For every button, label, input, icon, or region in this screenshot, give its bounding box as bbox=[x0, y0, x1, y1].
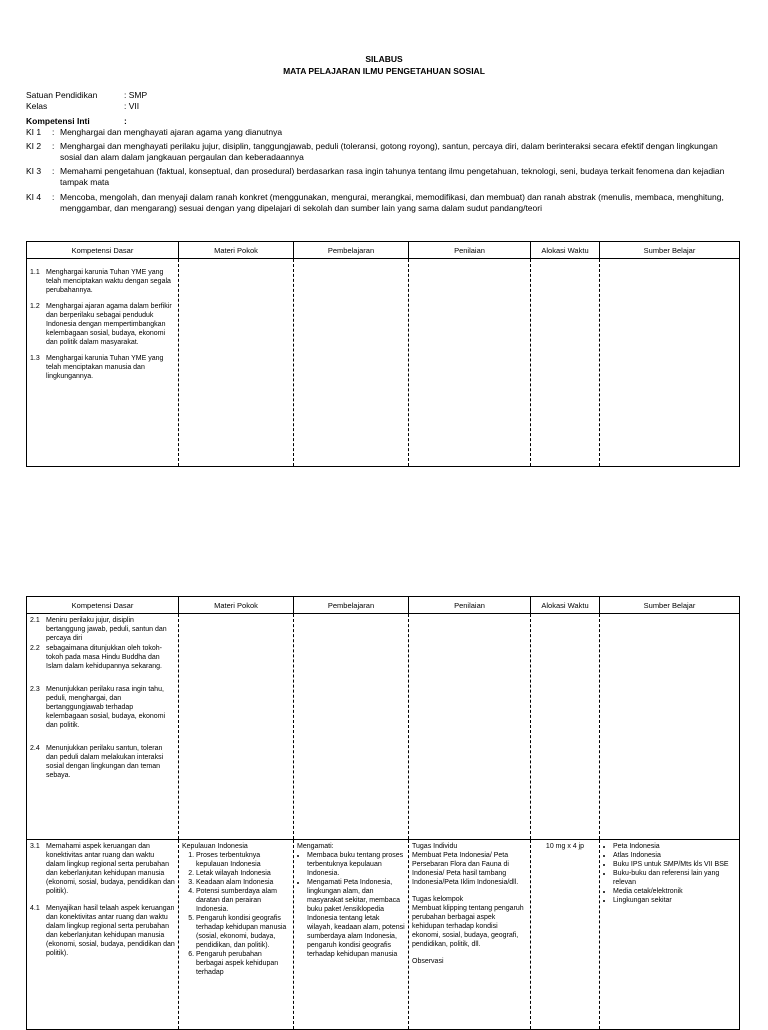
header-pembelajaran: Pembelajaran bbox=[294, 597, 409, 614]
ki-text: Memahami pengetahuan (faktual, konseptual, dan prosedural) berdasarkan rasa ingin tahunya tentang ilmu pengetahuan, teknologi, seni, budaya terkait fenomena dan kejadian tampak mata bbox=[60, 166, 725, 187]
ki-number: KI 2 bbox=[26, 141, 42, 151]
materi-cell bbox=[179, 614, 294, 840]
table-header-row bbox=[27, 242, 740, 259]
kd-number: 1.1 bbox=[30, 269, 40, 276]
header-penilaian: Penilaian bbox=[409, 597, 531, 614]
penilaian-cell bbox=[409, 840, 531, 1030]
kd-number: 2.1 bbox=[30, 617, 40, 624]
kd-number: 3.1 bbox=[30, 843, 40, 850]
ki-heading bbox=[26, 116, 127, 126]
list-item: 2. Letak wilayah Indonesia bbox=[196, 869, 290, 878]
kd-item bbox=[30, 744, 175, 780]
info-kelas bbox=[26, 101, 139, 111]
info-satuan bbox=[26, 90, 147, 100]
sumber-cell bbox=[600, 259, 740, 467]
table-row bbox=[27, 259, 740, 467]
kd-text: Meniru perilaku jujur, disiplin bertanggung jawab, peduli, santun dan percaya diri bbox=[46, 617, 167, 642]
kd-item bbox=[30, 644, 175, 671]
table-row bbox=[27, 614, 740, 840]
kd-item bbox=[30, 616, 175, 643]
ki-text: Menghargai dan menghayati ajaran agama yang dianutnya bbox=[60, 127, 283, 137]
header-alokasi-waktu: Alokasi Waktu bbox=[531, 242, 600, 259]
kd-number: 1.3 bbox=[30, 355, 40, 362]
header-penilaian: Penilaian bbox=[409, 242, 531, 259]
kd-text: Menghargai karunia Tuhan YME yang telah menciptakan manusia dan lingkungannya. bbox=[46, 355, 164, 380]
list-item: 1. Proses terbentuknya kepulauan Indonesia bbox=[196, 851, 290, 869]
alokasi-cell bbox=[531, 614, 600, 840]
kd-item bbox=[30, 904, 175, 958]
ki-text: Menghargai dan menghayati perilaku jujur, disiplin, tanggungjawab, peduli (toleransi, gotong royong), santun, percaya diri, dalam berinteraksi secara efektif dengan lingkungan sosial dan alam dalam jangkauan pergaulan dan keberadaannya bbox=[60, 141, 718, 162]
penilaian-text: Membuat Peta Indonesia/ Peta Persebaran Flora dan Fauna di Indonesia/ Peta hasil tambang Indonesia/Peta Iklim Indonesia/dll. bbox=[412, 852, 519, 886]
header-kompetensi-dasar: Kompetensi Dasar bbox=[27, 597, 179, 614]
alokasi-cell bbox=[531, 840, 600, 1030]
kd-number: 2.2 bbox=[30, 645, 40, 652]
penilaian-title: Tugas Individu bbox=[412, 843, 458, 850]
ki-heading-label: Kompetensi Inti bbox=[26, 116, 90, 126]
kd-item bbox=[30, 685, 175, 730]
ki-heading-colon: : bbox=[124, 116, 127, 126]
document-subtitle: MATA PELAJARAN ILMU PENGETAHUAN SOSIAL bbox=[283, 66, 485, 76]
kd-text: Memahami aspek keruangan dan konektivitas antar ruang dan waktu dalam lingkup regional serta perubahan dan keberlanjutan kehidupan manusia (ekonomi, sosial, budaya, pendidikan dan politik). bbox=[46, 843, 175, 895]
document-title: SILABUS bbox=[365, 54, 403, 64]
sumber-list bbox=[603, 842, 736, 905]
materi-list bbox=[182, 851, 290, 977]
alokasi-cell bbox=[531, 259, 600, 467]
list-item: 3. Keadaan alam Indonesia bbox=[196, 878, 290, 887]
ki-number: KI 4 bbox=[26, 192, 42, 202]
sumber-cell bbox=[600, 614, 740, 840]
kd-text: Menghargai ajaran agama dalam berfikir dan berperilaku sebagai penduduk Indonesia dengan mempertimbangkan kelembagaan sosial, budaya, ekonomi dan politik dalam masyarakat. bbox=[46, 303, 172, 346]
kd-item bbox=[30, 354, 175, 381]
ki-text: Mencoba, mengolah, dan menyaji dalam ranah konkret (menggunakan, mengurai, merangkai, memodifikasi, dan membuat) dan ranah abstrak (menulis, membaca, menghitung, menggambar, dan mengarang) sesuai dengan yang dipelajari di sekolah dan sumber lain yang sama dalam sudut pandang/teori bbox=[60, 192, 724, 213]
penilaian-text: Membuat klipping tentang pengaruh perubahan berbagai aspek kehidupan terhadap kondisi ekonomi, sosial, budaya, geografi, pendidikan, politik, dll. bbox=[412, 905, 524, 948]
ki-item: KI 2 : Menghargai dan menghayati perilaku jujur, disiplin, tanggungjawab, peduli (toleransi, gotong royong), santun, percaya diri, dalam berinteraksi secara efektif dengan lingkungan sosial dan alam dalam jangkauan pergaulan dan keberadaannya bbox=[26, 141, 738, 163]
list-item: • Mengamati Peta Indonesia, lingkungan alam, dan masyarakat sekitar, membaca buku paket /ensiklopedia Indonesia tentang letak wilayah, keadaan alam, potensi sumberdaya alam Indonesia, pengaruh kondisi geografis terhadap kehidupan manusia bbox=[307, 878, 405, 959]
penilaian-title: Tugas kelompok bbox=[412, 896, 464, 903]
pembelajaran-title: Mengamati: bbox=[297, 843, 334, 850]
list-item: • Buku-buku dan referensi lain yang relevan bbox=[613, 869, 736, 887]
kd-number: 2.3 bbox=[30, 686, 40, 693]
kd-text: Menyajikan hasil telaah aspek keruangan dan konektivitas antar ruang dan waktu dalam lingkup regional serta perubahan dan keberlanjutan kehidupan manusia (ekonomi, sosial, budaya, pendidikan dan politik). bbox=[46, 905, 175, 957]
kd-item bbox=[30, 842, 175, 896]
kd-text: Menunjukkan perilaku santun, toleran dan peduli dalam melakukan interaksi sosial dengan lingkungan dan teman sebaya. bbox=[46, 745, 164, 779]
header-materi-pokok: Materi Pokok bbox=[179, 242, 294, 259]
list-item: • Lingkungan sekitar bbox=[613, 896, 736, 905]
header-sumber-belajar: Sumber Belajar bbox=[600, 597, 740, 614]
penilaian-cell bbox=[409, 259, 531, 467]
list-item: 4. Potensi sumberdaya alam daratan dan perairan Indonesia. bbox=[196, 887, 290, 914]
list-item: • Membaca buku tentang proses terbentuknya kepulauan Indonesia. bbox=[307, 851, 405, 878]
penilaian-title: Observasi bbox=[412, 958, 444, 965]
materi-cell bbox=[179, 840, 294, 1030]
kd-cell bbox=[27, 259, 179, 467]
header-materi-pokok: Materi Pokok bbox=[179, 597, 294, 614]
syllabus-table-1 bbox=[26, 241, 740, 467]
list-item: • Atlas Indonesia bbox=[613, 851, 736, 860]
table-header-row bbox=[27, 597, 740, 614]
kd-number: 1.2 bbox=[30, 303, 40, 310]
header-kompetensi-dasar: Kompetensi Dasar bbox=[27, 242, 179, 259]
ki-item: KI 1 : Menghargai dan menghayati ajaran agama yang dianutnya bbox=[26, 127, 738, 138]
kd-item bbox=[30, 268, 175, 295]
alokasi-value: 10 mg x 4 jp bbox=[545, 843, 585, 850]
header-pembelajaran: Pembelajaran bbox=[294, 242, 409, 259]
info-label: Satuan Pendidikan bbox=[26, 90, 98, 100]
info-value: : SMP bbox=[124, 90, 148, 100]
list-item: • Buku IPS untuk SMP/Mts kls VII BSE bbox=[613, 860, 736, 869]
list-item: 6. Pengaruh perubahan berbagai aspek kehidupan terhadap bbox=[196, 950, 290, 977]
table-row bbox=[27, 840, 740, 1030]
kd-cell bbox=[27, 614, 179, 840]
list-item: • Media cetak/elektronik bbox=[613, 887, 736, 896]
kd-text: sebagaimana ditunjukkan oleh tokoh-tokoh pada masa Hindu Buddha dan Islam dalam kehidupannya sekarang. bbox=[46, 645, 162, 670]
header-sumber-belajar: Sumber Belajar bbox=[600, 242, 740, 259]
pembelajaran-cell bbox=[294, 614, 409, 840]
kd-text: Menghargai karunia Tuhan YME yang telah menciptakan waktu dengan segala perubahannya. bbox=[46, 269, 171, 294]
list-item: • Peta Indonesia bbox=[613, 842, 736, 851]
materi-title: Kepulauan Indonesia bbox=[182, 843, 248, 850]
kd-cell bbox=[27, 840, 179, 1030]
sumber-cell bbox=[600, 840, 740, 1030]
syllabus-table-2 bbox=[26, 596, 740, 1030]
list-item: 5. Pengaruh kondisi geografis terhadap kehidupan manusia (sosial, ekonomi, budaya, pendidikan, dan politik). bbox=[196, 914, 290, 950]
kd-text: Menunjukkan perilaku rasa ingin tahu, peduli, menghargai, dan bertanggungjawab terhadap kelembagaan sosial, budaya, ekonomi dan politik. bbox=[46, 686, 166, 729]
info-label: Kelas bbox=[26, 101, 48, 111]
ki-item: KI 3 : Memahami pengetahuan (faktual, konseptual, dan prosedural) berdasarkan rasa ingin tahunya tentang ilmu pengetahuan, teknologi, seni, budaya terkait fenomena dan kejadian tampak mata bbox=[26, 166, 738, 188]
kd-number: 2.4 bbox=[30, 745, 40, 752]
pembelajaran-cell bbox=[294, 259, 409, 467]
ki-number: KI 1 bbox=[26, 127, 42, 137]
materi-cell bbox=[179, 259, 294, 467]
pembelajaran-cell bbox=[294, 840, 409, 1030]
info-value: : VII bbox=[124, 101, 140, 111]
kd-item bbox=[30, 302, 175, 347]
pembelajaran-list bbox=[297, 851, 405, 959]
header-alokasi-waktu: Alokasi Waktu bbox=[531, 597, 600, 614]
kd-number: 4.1 bbox=[30, 905, 40, 912]
ki-item: KI 4 : Mencoba, mengolah, dan menyaji dalam ranah konkret (menggunakan, mengurai, merangkai, memodifikasi, dan membuat) dan ranah abstrak (menulis, membaca, menghitung, menggambar, dan mengarang) sesuai dengan yang dipelajari di sekolah dan sumber lain yang sama dalam sudut pandang/teori bbox=[26, 192, 738, 214]
ki-number: KI 3 bbox=[26, 166, 42, 176]
penilaian-cell bbox=[409, 614, 531, 840]
